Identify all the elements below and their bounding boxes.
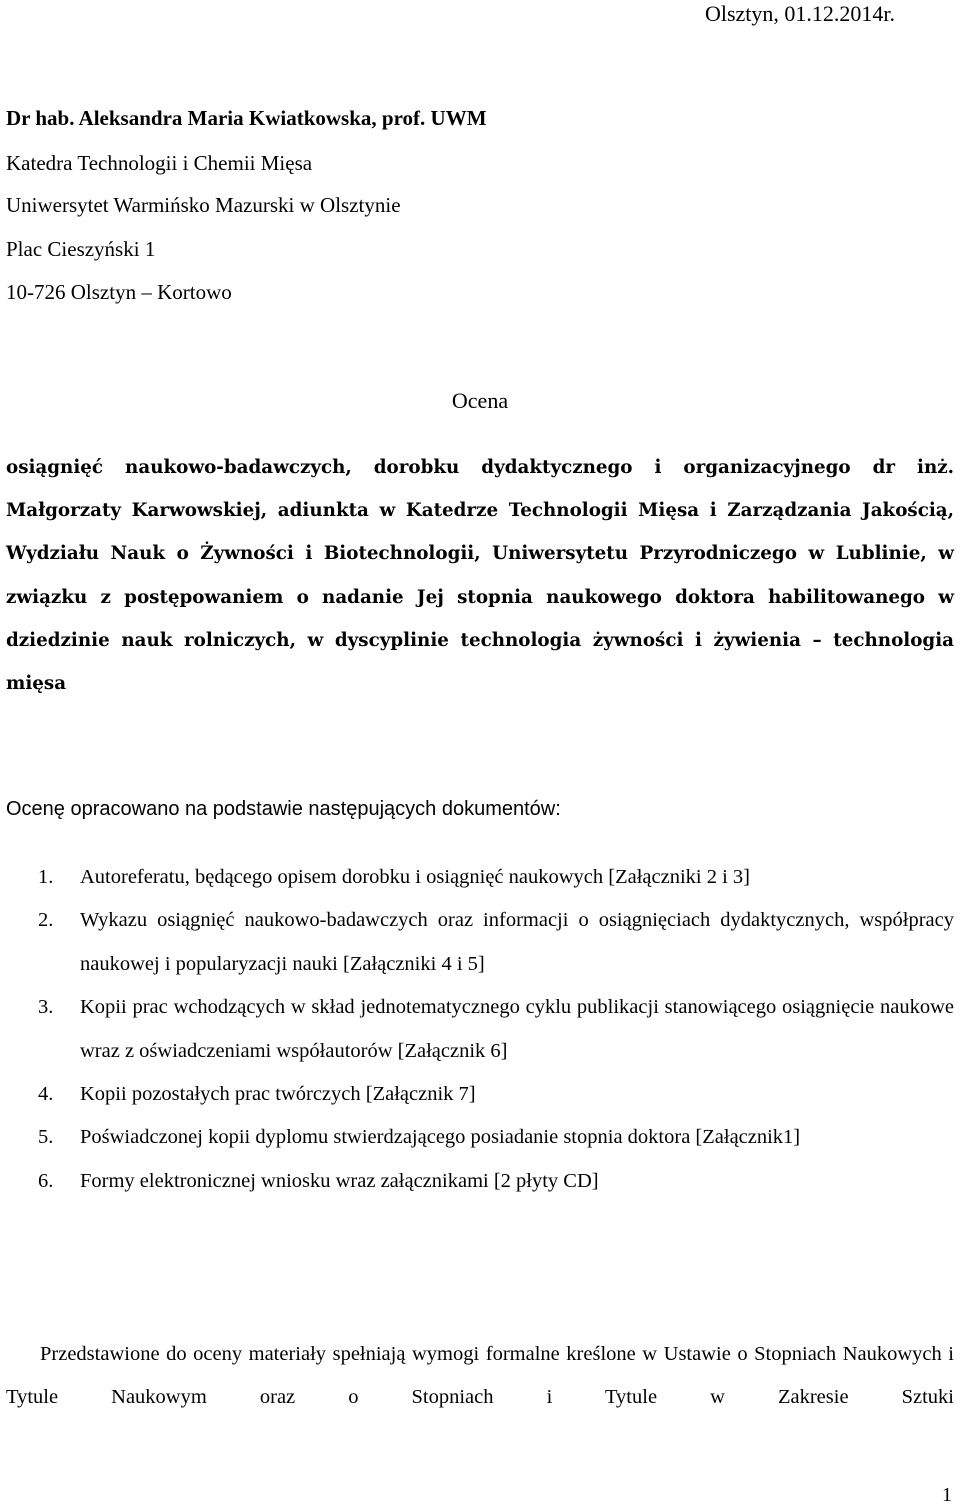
list-item — [6, 986, 954, 1073]
list-item — [6, 899, 954, 986]
document-heading: Ocena — [451, 388, 509, 413]
conclusion-paragraph: Przedstawione do oceny materiały spełniają wymogi formalne kreślone w Ustawie o Stopniach Naukowych i Tytule Naukowym oraz o Stopniach i Tytule w Zakresie Sztuki — [6, 1343, 954, 1409]
basis-intro: Ocenę opracowano na podstawie następujących dokumentów: — [6, 798, 561, 820]
page-number: 1 — [942, 1484, 952, 1506]
reviewer-university: Uniwersytet Warmińsko Mazurski w Olsztynie — [6, 193, 401, 217]
reviewer-street: Plac Cieszyński 1 — [6, 237, 156, 261]
list-item — [6, 1073, 954, 1116]
list-item-number: 5. — [38, 1126, 54, 1149]
list-item-text: Autoreferatu, będącego opisem dorobku i osiągnięć naukowych [Załączniki 2 i 3] — [80, 866, 751, 888]
document-date: Olsztyn, 01.12.2014r. — [704, 1, 895, 26]
list-item-number: 4. — [38, 1083, 54, 1106]
reviewer-department: Katedra Technologii i Chemii Mięsa — [6, 151, 313, 175]
reviewer-city: 10-726 Olsztyn – Kortowo — [6, 280, 232, 304]
list-item-number: 6. — [38, 1169, 54, 1192]
list-item-text: Wykazu osiągnięć naukowo-badawczych oraz informacji o osiągnięciach dydaktycznych, współpracy naukowej i popularyzacji nauki [Załączniki 4 i 5] — [80, 909, 954, 975]
list-item-number: 1. — [38, 866, 54, 888]
list-item-text: Kopii prac wchodzących w skład jednotematycznego cyklu publikacji stanowiącego osiągnięcie naukowe wraz z oświadczeniami współautorów [Załącznik 6] — [80, 996, 954, 1062]
reviewer-name: Dr hab. Aleksandra Maria Kwiatkowska, prof. UWM — [6, 106, 487, 130]
list-item-text: Kopii pozostałych prac twórczych [Załącznik 7] — [80, 1083, 476, 1106]
list-item-number: 3. — [38, 996, 54, 1019]
list-item — [6, 856, 954, 899]
documents-list — [6, 856, 954, 1203]
list-item-text: Poświadczonej kopii dyplomu stwierdzającego posiadanie stopnia doktora [Załącznik1] — [80, 1126, 801, 1149]
evaluation-subject: osiągnięć naukowo-badawczych, dorobku dydaktycznego i organizacyjnego dr inż. Małgorzaty Karwowskiej, adiunkta w Katedrze Technologii Mięsa i Zarządzania Jakością, Wydziału Nauk o Żywności i Biotechnologii, Uniwersytetu Przyrodniczego w Lublinie, w związku z postępowaniem o nadanie Jej stopnia naukowego doktora habilitowanego w dziedzinie nauk rolniczych, w dyscyplinie technologia żywności i żywienia – technologia mięsa — [6, 457, 954, 695]
list-item-text: Formy elektronicznej wniosku wraz załącznikami [2 płyty CD] — [80, 1169, 599, 1192]
list-item-number: 2. — [38, 909, 54, 932]
list-item — [6, 1160, 954, 1203]
list-item — [6, 1116, 954, 1159]
